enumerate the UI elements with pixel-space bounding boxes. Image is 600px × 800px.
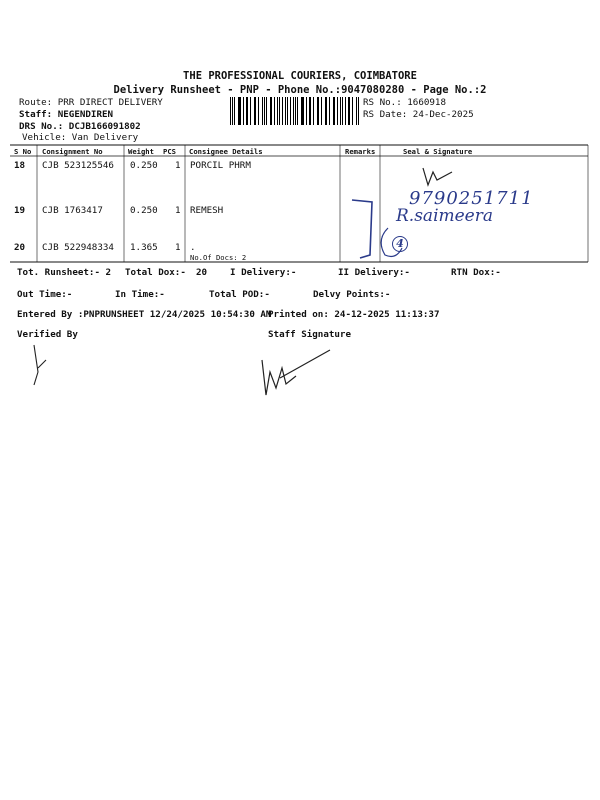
- handwritten-circled-number: 4: [392, 236, 408, 252]
- total-dox-value: 20: [196, 267, 208, 278]
- table-row-sno: 18: [14, 160, 26, 171]
- runsheet-title: Delivery Runsheet - PNP - Phone No.:9047080280 - Page No.:2: [113, 84, 487, 96]
- header-consignee: Consignee Details: [189, 147, 263, 156]
- i-delivery: I Delivery:-: [230, 267, 297, 278]
- printed-on: Printed on: 24-12-2025 11:13:37: [268, 309, 440, 320]
- table-row-consignee: PORCIL PHRM: [190, 160, 251, 171]
- header-sno: S No: [14, 147, 32, 156]
- no-of-docs: No.Of Docs: 2: [190, 253, 247, 262]
- table-row-pcs: 1: [175, 242, 181, 253]
- drs-number: DRS No.: DCJB166091802: [19, 121, 141, 132]
- tot-runsheet: Tot. Runsheet:- 2: [17, 267, 112, 278]
- entered-by: Entered By :PNPRUNSHEET 12/24/2025 10:54:30 AM: [17, 309, 272, 320]
- staff-signature-label: Staff Signature: [268, 329, 351, 340]
- total-pod: Total POD:-: [209, 289, 270, 300]
- ii-delivery: II Delivery:-: [338, 267, 410, 278]
- handwritten-name: R.saimeera: [396, 206, 494, 226]
- in-time: In Time:-: [115, 289, 165, 300]
- header-weight: Weight: [128, 147, 154, 156]
- total-dox-label: Total Dox:-: [125, 267, 186, 278]
- table-row-weight: 1.365: [130, 242, 158, 253]
- route-label: Route: PRR DIRECT DELIVERY: [19, 97, 163, 108]
- rtn-dox: RTN Dox:-: [451, 267, 501, 278]
- out-time: Out Time:-: [17, 289, 73, 300]
- rs-number: RS No.: 1660918: [363, 97, 446, 108]
- table-row-pcs: 1: [175, 205, 181, 216]
- table-row-consignee: REMESH: [190, 205, 224, 216]
- table-row-consignee: .: [190, 242, 196, 253]
- table-row-weight: 0.250: [130, 160, 158, 171]
- header-consignment: Consignment No: [42, 147, 103, 156]
- table-row-consignment: CJB 523125546: [42, 160, 114, 171]
- rs-date: RS Date: 24-Dec-2025: [363, 109, 474, 120]
- table-row-consignment: CJB 522948334: [42, 242, 114, 253]
- delvy-points: Delvy Points:-: [313, 289, 391, 300]
- table-row-weight: 0.250: [130, 205, 158, 216]
- header-remarks: Remarks: [345, 147, 376, 156]
- handwritten-phone: 9790251711: [409, 188, 534, 209]
- table-row-pcs: 1: [175, 160, 181, 171]
- header-pcs: PCS: [163, 147, 176, 156]
- vehicle-label: Vehicle: Van Delivery: [22, 132, 139, 143]
- staff-label: Staff: NEGENDIREN: [19, 109, 114, 120]
- table-row-sno: 19: [14, 205, 26, 216]
- header-seal: Seal & Signature: [403, 147, 473, 156]
- company-name: THE PROFESSIONAL COURIERS, COIMBATORE: [183, 70, 417, 82]
- table-row-consignment: CJB 1763417: [42, 205, 103, 216]
- verified-by-label: Verified By: [17, 329, 78, 340]
- table-row-sno: 20: [14, 242, 26, 253]
